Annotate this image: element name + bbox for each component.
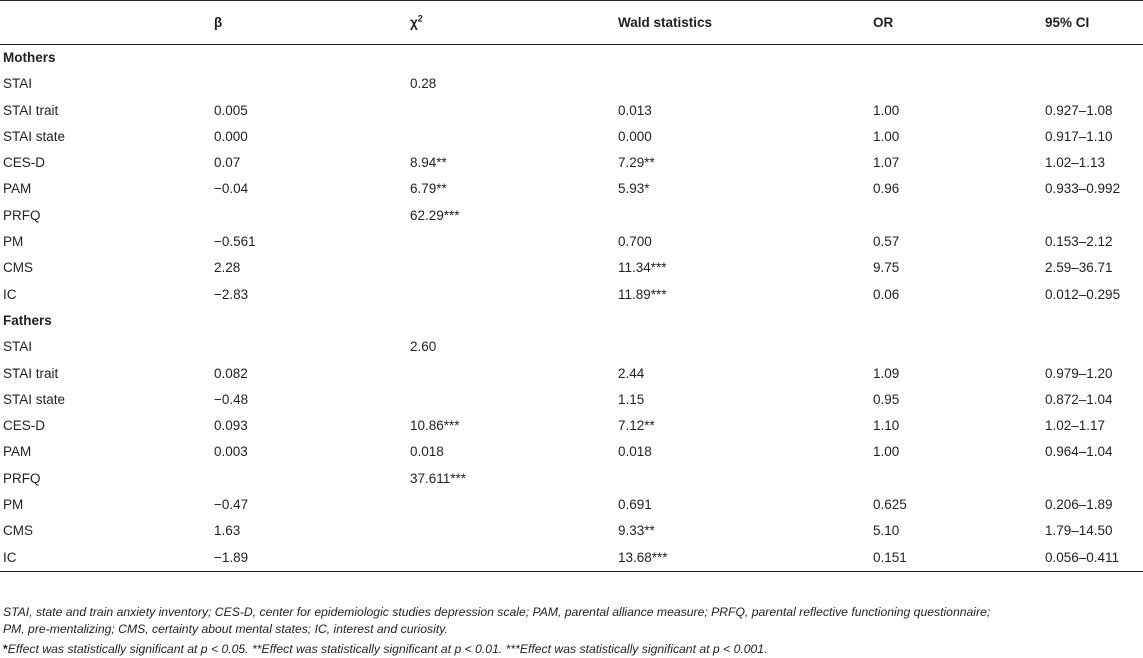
cell-beta: −0.04 <box>214 181 249 197</box>
cell-or <box>870 334 1042 360</box>
cell-ci: 0.153–2.12 <box>1045 234 1113 250</box>
cell-ci: 0.933–0.992 <box>1045 181 1121 197</box>
cell-wald <box>615 466 870 492</box>
cell-or: 0.151 <box>873 549 907 565</box>
cell-beta: −1.89 <box>214 549 249 565</box>
table-row <box>0 229 1143 255</box>
table-row <box>0 492 1143 518</box>
group-row <box>0 308 1143 334</box>
cell-wald: 0.013 <box>618 102 652 118</box>
cell-wald: 7.29** <box>618 155 655 171</box>
cell-wald: 1.15 <box>618 391 645 407</box>
cell-ci: 0.979–1.20 <box>1045 365 1113 381</box>
cell-or <box>870 466 1042 492</box>
cell-wald: 0.691 <box>618 497 652 513</box>
cell-beta: −0.48 <box>214 391 249 407</box>
header-chi-square <box>407 1 615 45</box>
cell-or: 1.00 <box>873 444 900 460</box>
cell-or: 5.10 <box>873 523 900 539</box>
cell-beta: −0.561 <box>214 234 256 250</box>
cell-chi: 6.79** <box>410 181 447 197</box>
table-row <box>0 361 1143 387</box>
cell-label: STAI <box>3 339 33 355</box>
table-row <box>0 413 1143 439</box>
cell-ci: 0.927–1.08 <box>1045 102 1113 118</box>
cell-label: STAI trait <box>3 102 59 118</box>
cell-wald: 9.33** <box>618 523 655 539</box>
table-row <box>0 466 1143 492</box>
cell-chi <box>407 255 615 281</box>
table-row <box>0 98 1143 124</box>
cell-label: CMS <box>3 260 33 276</box>
cell-beta: 1.63 <box>214 523 241 539</box>
header-ci: 95% CI <box>1045 15 1090 30</box>
cell-label: CES-D <box>3 155 46 171</box>
cell-chi <box>407 229 615 255</box>
header-beta: β <box>214 15 223 30</box>
footnote-abbreviations-line2: PM, pre-mentalizing; CMS, certainty about mental states; IC, interest and curiosity. <box>3 622 448 636</box>
cell-or: 1.00 <box>873 128 900 144</box>
cell-chi: 8.94** <box>410 155 447 171</box>
cell-or <box>870 203 1042 229</box>
cell-or: 0.96 <box>873 181 900 197</box>
cell-chi <box>407 518 615 544</box>
cell-label: PAM <box>3 181 32 197</box>
cell-wald <box>615 334 870 360</box>
table-row <box>0 124 1143 150</box>
cell-wald: 11.89*** <box>618 286 667 302</box>
cell-or: 1.09 <box>873 365 900 381</box>
table-row <box>0 71 1143 97</box>
cell-ci <box>1042 71 1143 97</box>
table-row <box>0 334 1143 360</box>
group-row <box>0 45 1143 72</box>
cell-or: 0.625 <box>873 497 907 513</box>
cell-chi: 37.611*** <box>410 470 467 486</box>
cell-beta: 0.003 <box>214 444 248 460</box>
cell-label: PM <box>3 497 24 513</box>
cell-beta: −2.83 <box>214 286 249 302</box>
cell-or: 1.10 <box>873 418 900 434</box>
cell-or: 9.75 <box>873 260 900 276</box>
cell-chi <box>407 545 615 572</box>
cell-chi <box>407 387 615 413</box>
cell-label: STAI trait <box>3 365 59 381</box>
cell-or: 0.57 <box>873 234 900 250</box>
header-row <box>0 1 1143 45</box>
cell-ci: 0.012–0.295 <box>1045 286 1121 302</box>
cell-ci: 0.206–1.89 <box>1045 497 1113 513</box>
cell-ci: 2.59–36.71 <box>1045 260 1113 276</box>
group-heading: Mothers <box>3 50 56 65</box>
cell-wald <box>615 203 870 229</box>
cell-beta: −0.47 <box>214 497 249 513</box>
cell-wald: 11.34*** <box>618 260 667 276</box>
cell-beta <box>211 334 407 360</box>
cell-label: CES-D <box>3 418 46 434</box>
cell-wald: 7.12** <box>618 418 655 434</box>
cell-chi <box>407 282 615 308</box>
cell-ci: 0.056–0.411 <box>1045 549 1120 565</box>
cell-label: IC <box>3 286 17 302</box>
cell-ci <box>1042 466 1143 492</box>
cell-label: PRFQ <box>3 470 41 486</box>
table-row <box>0 255 1143 281</box>
cell-label: STAI state <box>3 128 66 144</box>
cell-ci <box>1042 203 1143 229</box>
header-label <box>0 1 211 45</box>
footnote-sig-marker: * <box>3 642 8 656</box>
table-row <box>0 545 1143 572</box>
cell-wald: 0.700 <box>618 234 652 250</box>
cell-wald: 5.93* <box>618 181 650 197</box>
cell-beta <box>211 203 407 229</box>
cell-wald: 0.000 <box>618 128 652 144</box>
cell-ci: 1.79–14.50 <box>1045 523 1113 539</box>
cell-chi: 62.29*** <box>410 207 460 223</box>
cell-wald <box>615 71 870 97</box>
cell-wald: 2.44 <box>618 365 645 381</box>
cell-chi: 0.28 <box>410 76 437 92</box>
table-row <box>0 387 1143 413</box>
cell-ci: 0.964–1.04 <box>1045 444 1113 460</box>
cell-chi <box>407 124 615 150</box>
cell-label: PRFQ <box>3 207 41 223</box>
cell-label: IC <box>3 549 17 565</box>
header-chi-base: χ <box>410 15 418 30</box>
table-row <box>0 203 1143 229</box>
group-heading: Fathers <box>3 312 52 328</box>
cell-beta: 0.005 <box>214 102 248 118</box>
cell-chi <box>407 361 615 387</box>
cell-or: 0.06 <box>873 286 900 302</box>
table-row <box>0 518 1143 544</box>
header-chi-sup: 2 <box>417 13 423 24</box>
cell-beta <box>211 466 407 492</box>
cell-beta: 0.093 <box>214 418 248 434</box>
table-row <box>0 282 1143 308</box>
cell-label: STAI state <box>3 391 66 407</box>
cell-beta: 0.082 <box>214 365 248 381</box>
cell-label: PM <box>3 234 24 250</box>
cell-label: STAI <box>3 76 33 92</box>
cell-ci: 1.02–1.13 <box>1045 155 1106 171</box>
cell-or: 1.00 <box>873 102 900 118</box>
cell-ci <box>1042 334 1143 360</box>
footnote-significance <box>3 641 767 658</box>
table-row <box>0 439 1143 465</box>
table-row <box>0 176 1143 202</box>
cell-wald: 0.018 <box>618 444 652 460</box>
cell-chi: 2.60 <box>410 339 437 355</box>
cell-or: 1.07 <box>873 155 900 171</box>
cell-chi: 10.86*** <box>410 418 460 434</box>
cell-chi <box>407 98 615 124</box>
cell-beta <box>211 71 407 97</box>
footnote-sig-text: Effect was statistically significant at p < 0.05. **Effect was statistically significant at p < 0.01. ***Effect was statistically significant at p < 0.001. <box>7 642 768 656</box>
cell-ci: 0.872–1.04 <box>1045 391 1113 407</box>
cell-ci: 0.917–1.10 <box>1045 128 1113 144</box>
header-wald: Wald statistics <box>618 15 713 30</box>
footnote-abbreviations-line1: STAI, state and train anxiety inventory; CES-D, center for epidemiologic studies depression scale; PAM, parental alliance measure; PRFQ, parental reflective functioning questionnaire; <box>3 605 991 619</box>
cell-chi: 0.018 <box>410 444 444 460</box>
cell-beta: 2.28 <box>214 260 241 276</box>
cell-or <box>870 71 1042 97</box>
cell-wald: 13.68*** <box>618 549 668 565</box>
table-row <box>0 150 1143 176</box>
cell-label: PAM <box>3 444 32 460</box>
cell-or: 0.95 <box>873 391 900 407</box>
cell-beta: 0.000 <box>214 128 248 144</box>
header-or: OR <box>873 15 894 30</box>
cell-ci: 1.02–1.17 <box>1045 418 1106 434</box>
cell-beta: 0.07 <box>214 155 241 171</box>
cell-label: CMS <box>3 523 33 539</box>
cell-chi <box>407 492 615 518</box>
table-body <box>0 45 1143 572</box>
